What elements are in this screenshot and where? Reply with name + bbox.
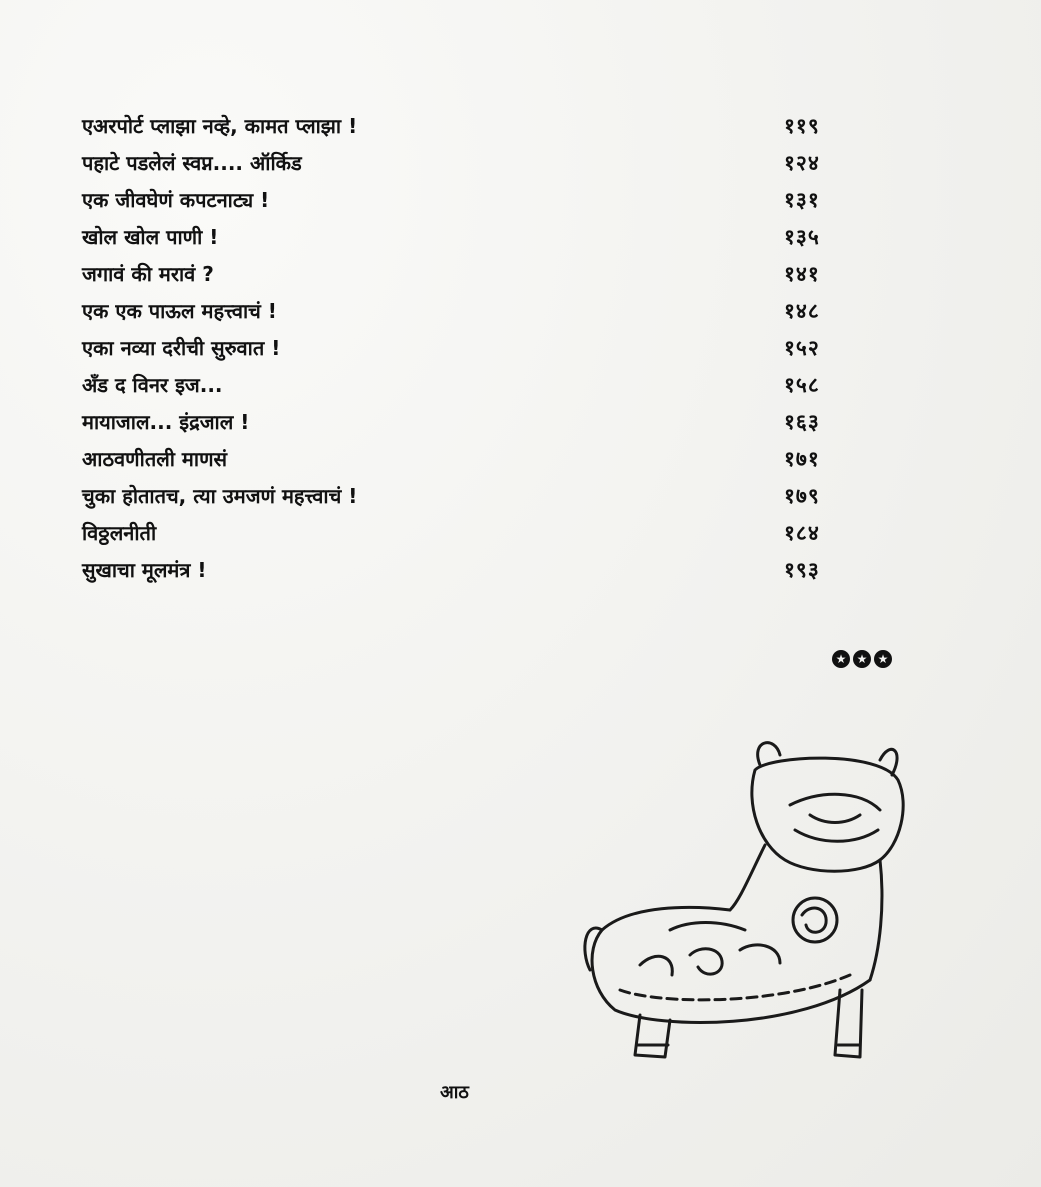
toc-entry <box>82 367 862 404</box>
toc-entry-title: एक जीवघेणं कपटनाट्य ! <box>82 188 270 212</box>
toc-entry-page: १५८ <box>784 373 820 397</box>
toc-entry <box>82 256 862 293</box>
table-of-contents <box>82 108 862 589</box>
toc-entry-page: १६३ <box>784 410 820 434</box>
toc-entry <box>82 404 862 441</box>
toc-entry-page: ११९ <box>784 114 820 138</box>
toc-entry-page: १५२ <box>784 336 820 360</box>
toc-entry-title: चुका होतातच, त्या उमजणं महत्त्वाचं ! <box>82 484 358 508</box>
toc-entry-title: पहाटे पडलेलं स्वप्न.... ऑर्किड <box>82 151 302 175</box>
toc-entry-page: १३५ <box>784 225 820 249</box>
toc-entry-title: एअरपोर्ट प्लाझा नव्हे, कामत प्लाझा ! <box>82 114 358 138</box>
star-icon: ★ <box>853 650 871 668</box>
toc-entry-page: १४८ <box>784 299 820 323</box>
toc-entry-page: १३१ <box>784 188 820 212</box>
toc-entry-title: जगावं की मरावं ? <box>82 262 214 286</box>
toc-entry <box>82 182 862 219</box>
section-end-ornament <box>832 650 892 668</box>
toc-entry-page: १७९ <box>784 484 820 508</box>
toc-entry-title: आठवणीतली माणसं <box>82 447 228 471</box>
toc-entry <box>82 330 862 367</box>
toc-entry <box>82 441 862 478</box>
toc-entry-title: खोल खोल पाणी ! <box>82 225 219 249</box>
toc-entry-page: १९३ <box>784 558 820 582</box>
star-icon: ★ <box>874 650 892 668</box>
toc-entry-title: अँड द विनर इज... <box>82 373 223 397</box>
toc-entry-title: विठ्ठलनीती <box>82 521 157 545</box>
toc-entry <box>82 293 862 330</box>
page-number: आठ <box>440 1082 469 1103</box>
star-icon: ★ <box>832 650 850 668</box>
toc-entry-page: १२४ <box>784 151 820 175</box>
toc-entry-title: एक एक पाऊल महत्त्वाचं ! <box>82 299 277 323</box>
toc-entry-title: सुखाचा मूलमंत्र ! <box>82 558 207 582</box>
toc-entry <box>82 478 862 515</box>
toc-entry <box>82 108 862 145</box>
toc-entry-title: मायाजाल... इंद्रजाल ! <box>82 410 250 434</box>
toc-entry-page: १७१ <box>784 447 820 471</box>
toc-entry-page: १८४ <box>784 521 820 545</box>
toc-entry-title: एका नव्या दरीची सुरुवात ! <box>82 336 281 360</box>
toc-entry <box>82 515 862 552</box>
toc-entry <box>82 219 862 256</box>
decorated-horse-figurine-icon <box>580 735 910 1065</box>
toc-entry-page: १४१ <box>784 262 820 286</box>
toc-entry <box>82 145 862 182</box>
toc-entry <box>82 552 862 589</box>
